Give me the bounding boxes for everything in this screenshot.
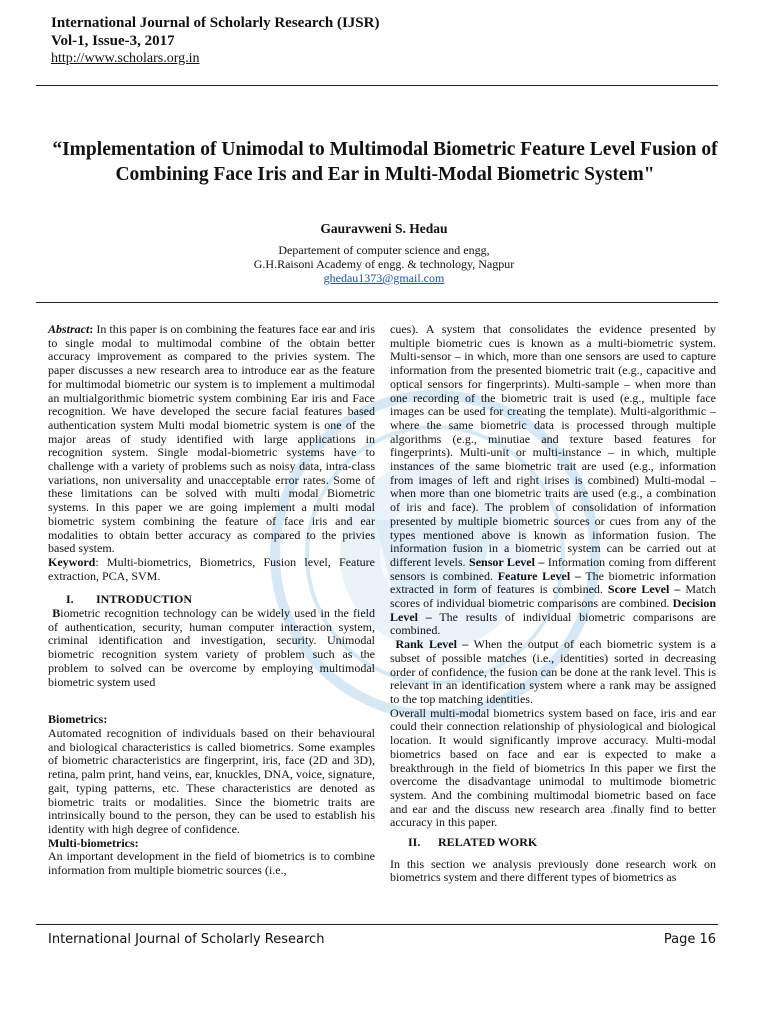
decision-level-label: Decision Level – [390, 596, 716, 624]
section-title: RELATED WORK [438, 835, 538, 850]
rank-level-label: Rank Level – [395, 637, 469, 652]
overall-paragraph: Overall multi-modal biometrics system based on face, iris and ear could their connection relationship of physiological and biological location. It would significantly improve accuracy. Multi-modal biometrics based on face and ear is expected to make a breakthrough in the field of biometrics In this paper we first the overcome the disadvantage unimodal to multimode biometric system. And the combining multimodal biometric based on face and ear and the discuss new research area .finally find to better accuracy in this paper. [390, 705, 716, 830]
sensor-level-label: Sensor Level – [469, 554, 545, 569]
journal-url-link[interactable]: http://www.scholars.org.in [51, 51, 200, 66]
fusion-intro-text: cues). A system that consolidates the evidence presented by multiple biometric cues is known as a multi-biometric system. Multi-sensor – in which, more than one sensors are used to capture information from the presented biometric trait (e.g., capacitive and optical sensors for fingerprints). Multi-sample – when more than one recording of the biometric trait is used (e.g., multiple face images can be used for creating the template). Multi-algorithmic – where the same biometric data is processed through multiple algorithms (e.g., minutiae and texture based features for fingerprints). Multi-unit or multi-instance – in which, multiple instances of the same biometric trait are used (e.g., information from images of left and right irises is combined) Multi-modal – when more than one biometric traits are used (e.g., a combination of iris and face). The problem of consolidation of information presented by multiple biometric sources or cues from any of the types mentioned above is known as information fusion. The information fusion in a biometric system can be carried out at different levels. [390, 322, 716, 569]
introduction-paragraph [48, 607, 375, 689]
right-column [390, 323, 716, 885]
feature-level-label: Feature Level – [497, 568, 581, 583]
section-heading-related-work [390, 836, 716, 850]
fusion-levels-paragraph [390, 323, 716, 638]
decision-level-text: The results of individual biometric comparisons are combined. [390, 609, 716, 638]
subheading-multi-biometrics: Multi-biometrics: [48, 835, 139, 850]
journal-volume: Vol-1, Issue-3, 2017 [51, 33, 175, 49]
author-email-link[interactable]: ghedau1373@gmail.com [323, 271, 445, 285]
keywords-text: : Multi-biometrics, Biometrics, Fusion level, Feature extraction, PCA, SVM. [48, 554, 375, 583]
author-name: Gauravweni S. Hedau [320, 221, 448, 236]
rank-level-paragraph [390, 638, 716, 707]
journal-header [51, 14, 379, 68]
multi-biometrics-paragraph: An important development in the field of biometrics is to combine information from multiple biometric sources (i.e., [48, 849, 375, 878]
biometrics-paragraph: Automated recognition of individuals based on their behavioural and biological characteristics is called biometrics. Some examples of biometric characteristics are fingerprint, iris, face (2D and 3D), retina, palm print, hand veins, ear, knuckles, DNA, voice, signature, gait, typing patterns, etc. These characteristics are denoted as biometric traits or modalities. Since the biometric traits are intrinsically bound to the person, they can be used to establish his identity with high degree of confidence. [48, 725, 375, 836]
header-rule [36, 85, 718, 86]
abstract-paragraph: Abstract: In this paper is on combining the features face ear and iris to single modal to multimodal combine of the obtain better accuracy improvement as compared to the privies system. The paper discusses a new research area to introduce ear as the feature for multimodal biometric our system is to implement a multimodal an multialgorithmic biometric system combining Ear iris and Face recognition. We have developed the secure facial features based authentication system Multi modal biometric system is one of the major areas of study identified with large applications in recognition system. Single modal-biometric systems have to challenge with a variety of problems such as noisy data, intra-class variations, non universality and unacceptable error rates. Some of these limitations can be solved with multi modal Biometric systems. In this paper we are going implement a multi modal biometric system combining the feature of face iris and ear modalities to obtain better accuracy as compared to the privies based system. [48, 322, 376, 556]
paper-title: “Implementation of Unimodal to Multimodal Biometric Feature Level Fusion of Combining Face Iris and Ear in Multi-Modal Biometric System" [52, 139, 718, 185]
left-column [48, 323, 375, 878]
feature-level-text: The biometric information extracted in form of features is combined. [390, 568, 716, 597]
author-affiliation [0, 243, 768, 285]
section-heading-introduction [48, 593, 375, 607]
score-level-label: Score Level – [607, 582, 681, 597]
dropcap: B [52, 606, 61, 621]
introduction-text: iometric recognition technology can be widely used in the field of authentication, security, human computer interaction system, criminal identification and investigation, security. Unimodal biometric recognition system variety of problem such as the problem to solved can be overcome by employing multimodal biometric system used [48, 606, 376, 689]
page-footer [48, 932, 716, 947]
keywords-label: Keyword [48, 554, 96, 569]
page-number: Page 16 [663, 932, 716, 947]
abstract-label: Abstract [48, 322, 90, 336]
score-level-text: Match scores of individual biometric comparisons are combined. [390, 582, 716, 611]
affiliation-department: Departement of computer science and engg, [278, 243, 490, 257]
keywords-paragraph [48, 556, 375, 583]
section-number: I. [66, 592, 74, 607]
affiliation-institute: G.H.Raisoni Academy of engg. & technology, Nagpur [253, 257, 515, 271]
journal-name: International Journal of Scholarly Research (IJSR) [51, 15, 380, 31]
title-rule [36, 302, 718, 303]
section-title: INTRODUCTION [96, 592, 193, 607]
footer-journal: International Journal of Scholarly Research [48, 932, 325, 947]
related-work-paragraph: In this section we analysis previously done research work on biometrics system and there different types of biometrics as [390, 856, 716, 885]
subheading-biometrics: Biometrics: [48, 712, 108, 727]
rank-level-text: When the output of each biometric system is a subset of possible matches (i.e., identities) sorted in decreasing order of confidence, the fusion can be done at the rank level. This is relevant in an identification system where a rank may be assigned to the top matching identities. [390, 637, 716, 706]
footer-rule [36, 924, 718, 925]
sensor-level-text: Information coming from different sensors is combined. [390, 554, 716, 583]
section-number: II. [408, 835, 421, 850]
abstract-text: In this paper is on combining the features face ear and iris to single modal to multimodal combine of the obtain better accuracy improvement as compared to the privies system. The paper discusses a new research area to introduce ear as the feature for multimodal biometric our system is to implement a multimodal an multialgorithmic biometric system combining Ear iris and Face recognition. We have developed the secure facial features based authentication system Multi modal biometric system is one of the major areas of study identified with large applications in recognition system. Single modal-biometric systems have to challenge with a variety of problems such as noisy data, intra-class variations, non universality and unacceptable error rates. Some of these limitations can be solved with multi modal Biometric systems. In this paper we are going implement a multi modal biometric system combining the feature of face iris and ear modalities to obtain better accuracy as compared to the privies based system. [48, 322, 376, 556]
